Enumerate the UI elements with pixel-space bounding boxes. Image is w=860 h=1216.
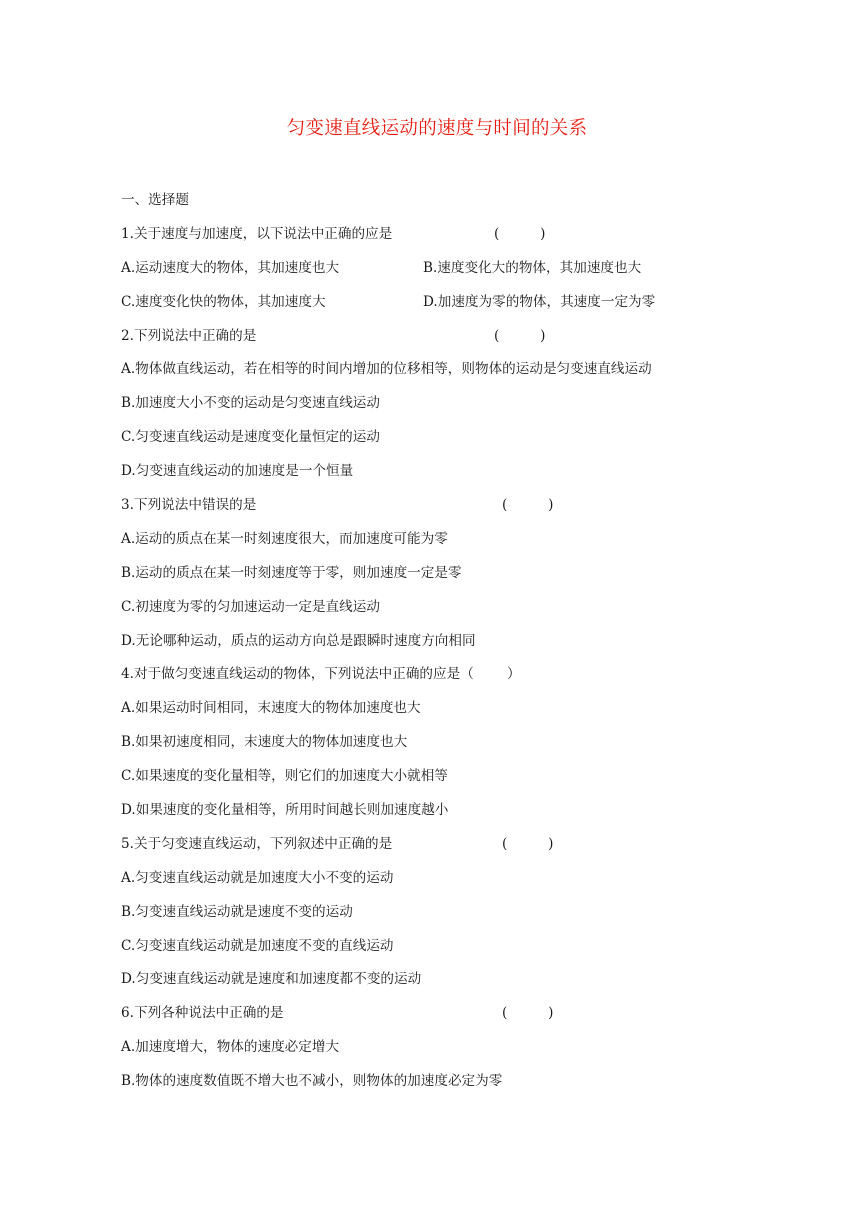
question-list	[121, 188, 781, 1103]
option-a: A.运动速度大的物体，其加速度也大	[121, 259, 340, 276]
option-a: A.加速度增大，物体的速度必定增大	[121, 1039, 340, 1056]
option-b: B.物体的速度数值既不增大也不减小，则物体的加速度必定为零	[121, 1073, 503, 1090]
question-3-stem	[121, 493, 781, 527]
option-d: D.如果速度的变化量相等，所用时间越长则加速度越小	[121, 802, 449, 819]
question-4-stem	[121, 662, 781, 696]
answer-blank: ( )	[494, 225, 546, 242]
option-d: D.无论哪种运动，质点的运动方向总是跟瞬时速度方向相同	[121, 632, 476, 649]
option-a: A.运动的质点在某一时刻速度很大，而加速度可能为零	[121, 530, 448, 547]
option-b: B.运动的质点在某一时刻速度等于零，则加速度一定是零	[121, 564, 462, 581]
question-stem-text: 2.下列说法中正确的是	[121, 327, 257, 344]
option-a: A.匀变速直线运动就是加速度大小不变的运动	[121, 869, 394, 886]
question-stem-text: 3.下列说法中错误的是	[121, 497, 257, 514]
option-b: B.加速度大小不变的运动是匀变速直线运动	[121, 395, 380, 412]
question-1-options-ab	[121, 256, 781, 290]
question-1-options-cd	[121, 290, 781, 324]
option-b: B.如果初速度相同，末速度大的物体加速度也大	[121, 734, 408, 751]
answer-blank: ( )	[494, 327, 546, 344]
answer-blank: ( )	[502, 835, 554, 852]
question-stem-text: 5.关于匀变速直线运动，下列叙述中正确的是	[121, 835, 393, 852]
question-2-stem	[121, 324, 781, 358]
option-a: A.如果运动时间相同，末速度大的物体加速度也大	[121, 700, 421, 717]
option-b: B.匀变速直线运动就是速度不变的运动	[121, 903, 353, 920]
option-c: C.匀变速直线运动就是加速度不变的直线运动	[121, 937, 394, 954]
question-5-stem	[121, 832, 781, 866]
document-title: 匀变速直线运动的速度与时间的关系	[286, 118, 588, 139]
question-6-stem	[121, 1001, 781, 1035]
option-c: C.初速度为零的匀加速运动一定是直线运动	[121, 598, 380, 615]
question-stem-text: 6.下列各种说法中正确的是	[121, 1005, 284, 1022]
option-d: D.加速度为零的物体，其速度一定为零	[423, 293, 656, 310]
question-1-stem	[121, 222, 781, 256]
option-c: C.速度变化快的物体，其加速度大	[121, 293, 326, 310]
option-b: B.速度变化大的物体，其加速度也大	[423, 259, 642, 276]
answer-blank: ( )	[502, 497, 554, 514]
answer-blank-close: ）	[507, 666, 521, 683]
option-c: C.如果速度的变化量相等，则它们的加速度大小就相等	[121, 768, 448, 785]
option-d: D.匀变速直线运动的加速度是一个恒量	[121, 463, 354, 480]
section-heading: 一、选择题	[121, 192, 189, 208]
option-c: C.匀变速直线运动是速度变化量恒定的运动	[121, 429, 380, 446]
question-stem-text: 1.关于速度与加速度，以下说法中正确的应是	[121, 225, 393, 242]
option-a: A.物体做直线运动，若在相等的时间内增加的位移相等，则物体的运动是匀变速直线运动	[121, 361, 652, 378]
question-stem-text: 4.对于做匀变速直线运动的物体，下列说法中正确的应是（	[121, 666, 474, 683]
answer-blank: ( )	[502, 1005, 554, 1022]
option-d: D.匀变速直线运动就是速度和加速度都不变的运动	[121, 971, 422, 988]
